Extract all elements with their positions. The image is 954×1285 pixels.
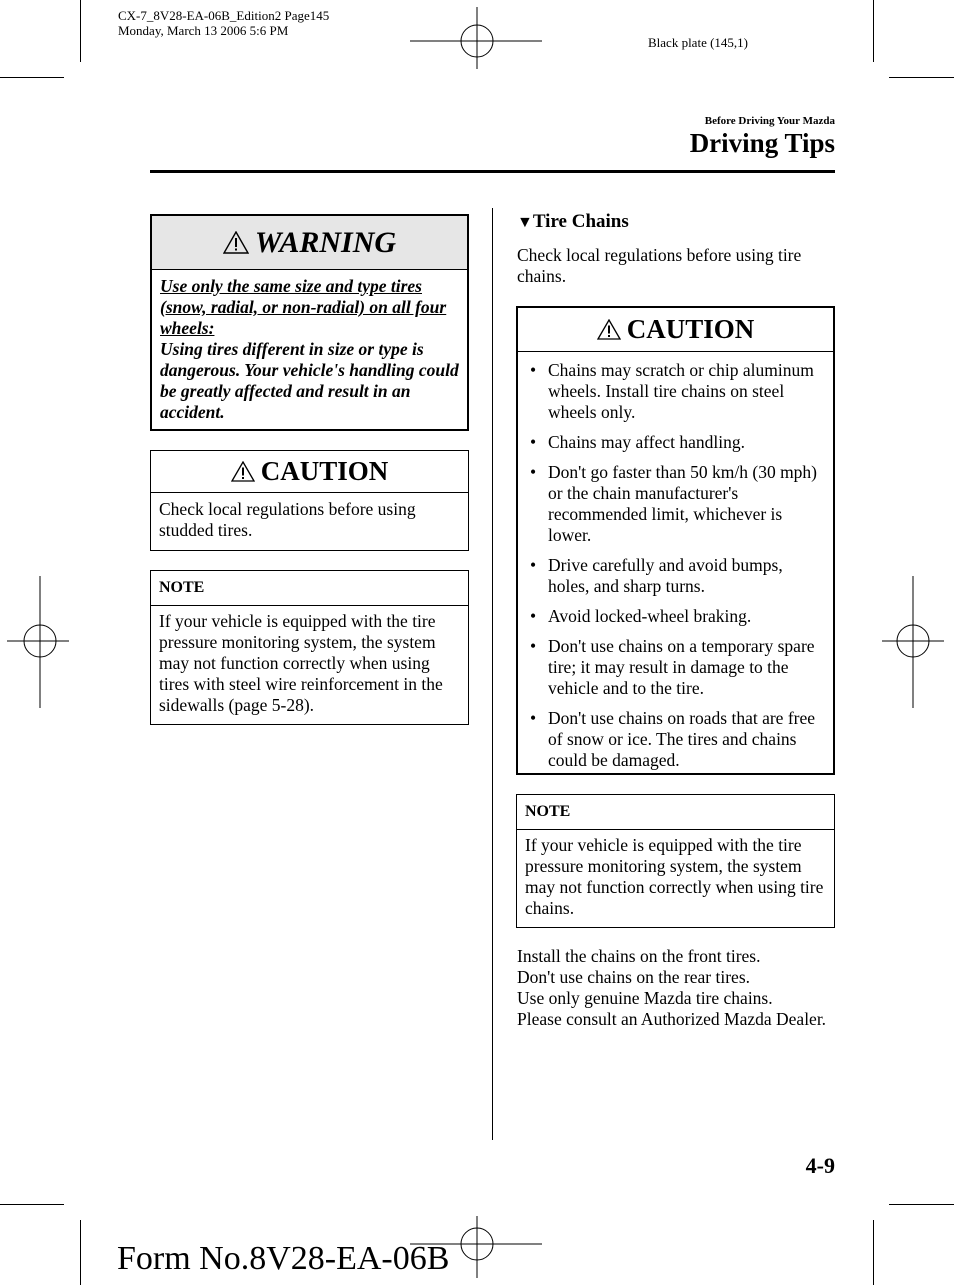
warning-title: WARNING bbox=[254, 225, 397, 259]
warning-box bbox=[150, 214, 469, 431]
list-item: • Avoid locked-wheel braking. bbox=[526, 606, 825, 627]
warning-lead: Use only the same size and type tires (snow, radial, or non-radial) on all four wheels: bbox=[160, 276, 447, 338]
caution-header bbox=[518, 308, 833, 352]
header-rule bbox=[150, 170, 835, 173]
print-job-info bbox=[118, 8, 329, 38]
list-item: • Don't go faster than 50 km/h (30 mph) or the chain manufacturer's recommended limit, whichever is lower. bbox=[526, 462, 825, 546]
tire-chains-title: Tire Chains bbox=[532, 211, 629, 232]
section-crumb: Before Driving Your Mazda bbox=[704, 115, 835, 127]
note-box-tpms-chains bbox=[516, 794, 835, 928]
print-job-line-1: CX-7_8V28-EA-06B_Edition2 Page145 bbox=[118, 8, 330, 23]
list-item: • Don't use chains on roads that are free of snow or ice. The tires and chains could be damaged. bbox=[526, 708, 825, 771]
note-header bbox=[517, 795, 834, 830]
heading-marker-icon: ▼ bbox=[517, 214, 533, 231]
caution-title: CAUTION bbox=[626, 314, 755, 344]
caution-box-studded bbox=[150, 450, 469, 551]
tire-chains-intro: Check local regulations before using tire chains. bbox=[517, 245, 802, 286]
warning-text: Using tires different in size or type is dangerous. Your vehicle's handling could be greatly affected and result in an accident. bbox=[160, 339, 459, 422]
page-number: 4-9 bbox=[805, 1153, 835, 1178]
closing-line-2: Don't use chains on the rear tires. bbox=[517, 967, 751, 987]
registration-mark-right bbox=[880, 576, 946, 708]
print-job-line-2: Monday, March 13 2006 5:6 PM bbox=[118, 23, 289, 38]
warning-header bbox=[152, 216, 467, 270]
caution-list bbox=[518, 352, 833, 786]
list-item: • Drive carefully and avoid bumps, holes, and sharp turns. bbox=[526, 555, 825, 597]
note-box-tpms-sidewall bbox=[150, 570, 469, 725]
caution-triangle-icon bbox=[597, 319, 621, 340]
registration-mark-top bbox=[410, 5, 542, 71]
caution-triangle-icon bbox=[231, 461, 255, 482]
registration-mark-left bbox=[5, 576, 71, 708]
page-title: Driving Tips bbox=[689, 128, 835, 158]
note-text: If your vehicle is equipped with the tire pressure monitoring system, the system may not function correctly when using tire chains. bbox=[525, 835, 824, 918]
closing-line-3: Use only genuine Mazda tire chains. bbox=[517, 988, 773, 1008]
caution-header bbox=[151, 451, 468, 493]
list-item: • Don't use chains on a temporary spare tire; it may result in damage to the vehicle and to the tire. bbox=[526, 636, 825, 699]
closing-line-4: Please consult an Authorized Mazda Dealer. bbox=[517, 1009, 827, 1029]
list-item: • Chains may scratch or chip aluminum wheels. Install tire chains on steel wheels only. bbox=[526, 360, 825, 423]
caution-box-chains bbox=[516, 306, 835, 775]
list-item: • Chains may affect handling. bbox=[526, 432, 825, 453]
tire-chains-heading bbox=[517, 211, 629, 233]
note-title: NOTE bbox=[525, 803, 571, 820]
warning-triangle-icon bbox=[223, 231, 249, 254]
form-number: Form No.8V28-EA-06B bbox=[117, 1240, 450, 1277]
warning-body bbox=[152, 270, 467, 431]
closing-paragraph bbox=[517, 946, 835, 1030]
note-title: NOTE bbox=[159, 579, 205, 596]
note-text: If your vehicle is equipped with the tire pressure monitoring system, the system may not function correctly when using tires with steel wire reinforcement in the sidewalls (page 5-28). bbox=[159, 611, 443, 715]
note-header bbox=[151, 571, 468, 606]
plate-label: Black plate (145,1) bbox=[648, 35, 748, 50]
caution-text: Check local regulations before using studded tires. bbox=[159, 499, 416, 540]
closing-line-1: Install the chains on the front tires. bbox=[517, 946, 761, 966]
column-separator bbox=[492, 208, 493, 1140]
caution-title: CAUTION bbox=[260, 456, 389, 486]
